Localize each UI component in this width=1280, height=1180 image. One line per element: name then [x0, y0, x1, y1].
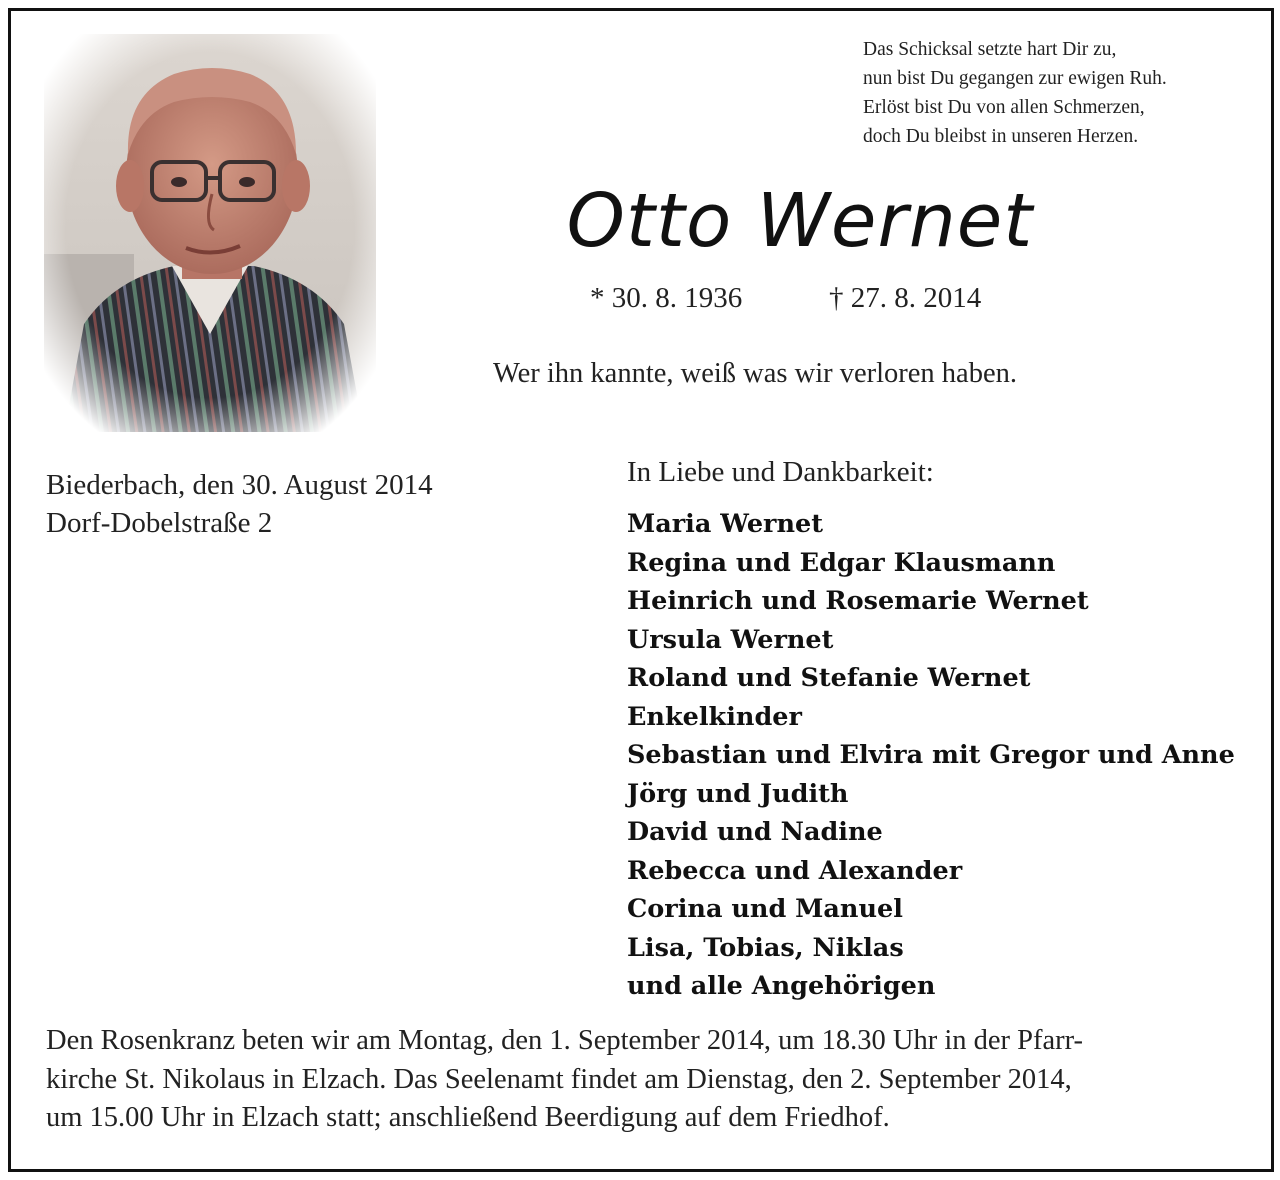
deceased-name: Otto Wernet: [566, 178, 1034, 264]
death-date: † 27. 8. 2014: [829, 282, 982, 314]
poem-line: Das Schicksal setzte hart Dir zu,: [863, 39, 1117, 60]
mourner-name: Roland und Stefanie Wernet: [627, 663, 1031, 693]
poem-line: doch Du bleibst in unseren Herzen.: [863, 126, 1139, 147]
mourner-name: Regina und Edgar Klausmann: [627, 547, 1056, 578]
place-date-line: Biederbach, den 30. August 2014: [46, 469, 433, 501]
mourner-name: Jörg und Judith: [627, 778, 849, 809]
mourner-name: David und Nadine: [627, 817, 883, 847]
service-line: Den Rosenkranz beten wir am Montag, den 1. September 2014, um 18.30 Uhr in der Pfarr-: [46, 1025, 1084, 1056]
mourner-name: Lisa, Tobias, Niklas: [627, 932, 904, 963]
poem-line: Erlöst bist Du von allen Schmerzen,: [863, 97, 1145, 118]
mourner-name: und alle Angehörigen: [627, 971, 936, 1001]
service-details: [46, 1022, 1236, 1138]
birth-date: * 30. 8. 1936: [590, 282, 743, 314]
service-line: kirche St. Nikolaus in Elzach. Das Seelenamt findet am Dienstag, den 2. September 2014,: [46, 1063, 1072, 1095]
mourner-name: Ursula Wernet: [627, 624, 834, 655]
poem: [863, 35, 1263, 151]
mourner-name: Rebecca und Alexander: [627, 855, 963, 886]
mourner-name: Heinrich und Rosemarie Wernet: [627, 586, 1089, 616]
memorial-quote: Wer ihn kannte, weiß was wir verloren haben.: [493, 358, 1017, 389]
address-block: [46, 466, 433, 542]
poem-line: nun bist Du gegangen zur ewigen Ruh.: [863, 68, 1167, 89]
mourners-list: [627, 505, 1235, 1006]
mourner-name: Enkelkinder: [627, 701, 802, 732]
portrait-photo: [44, 34, 376, 432]
thanks-heading: In Liebe und Dankbarkeit:: [627, 456, 934, 488]
mourner-name: Maria Wernet: [627, 509, 824, 539]
service-line: um 15.00 Uhr in Elzach statt; anschließend Beerdigung auf dem Friedhof.: [46, 1102, 890, 1133]
mourner-name: Sebastian und Elvira mit Gregor und Anne: [627, 740, 1235, 770]
mourner-name: Corina und Manuel: [627, 894, 903, 924]
street-line: Dorf-Dobelstraße 2: [46, 507, 273, 539]
